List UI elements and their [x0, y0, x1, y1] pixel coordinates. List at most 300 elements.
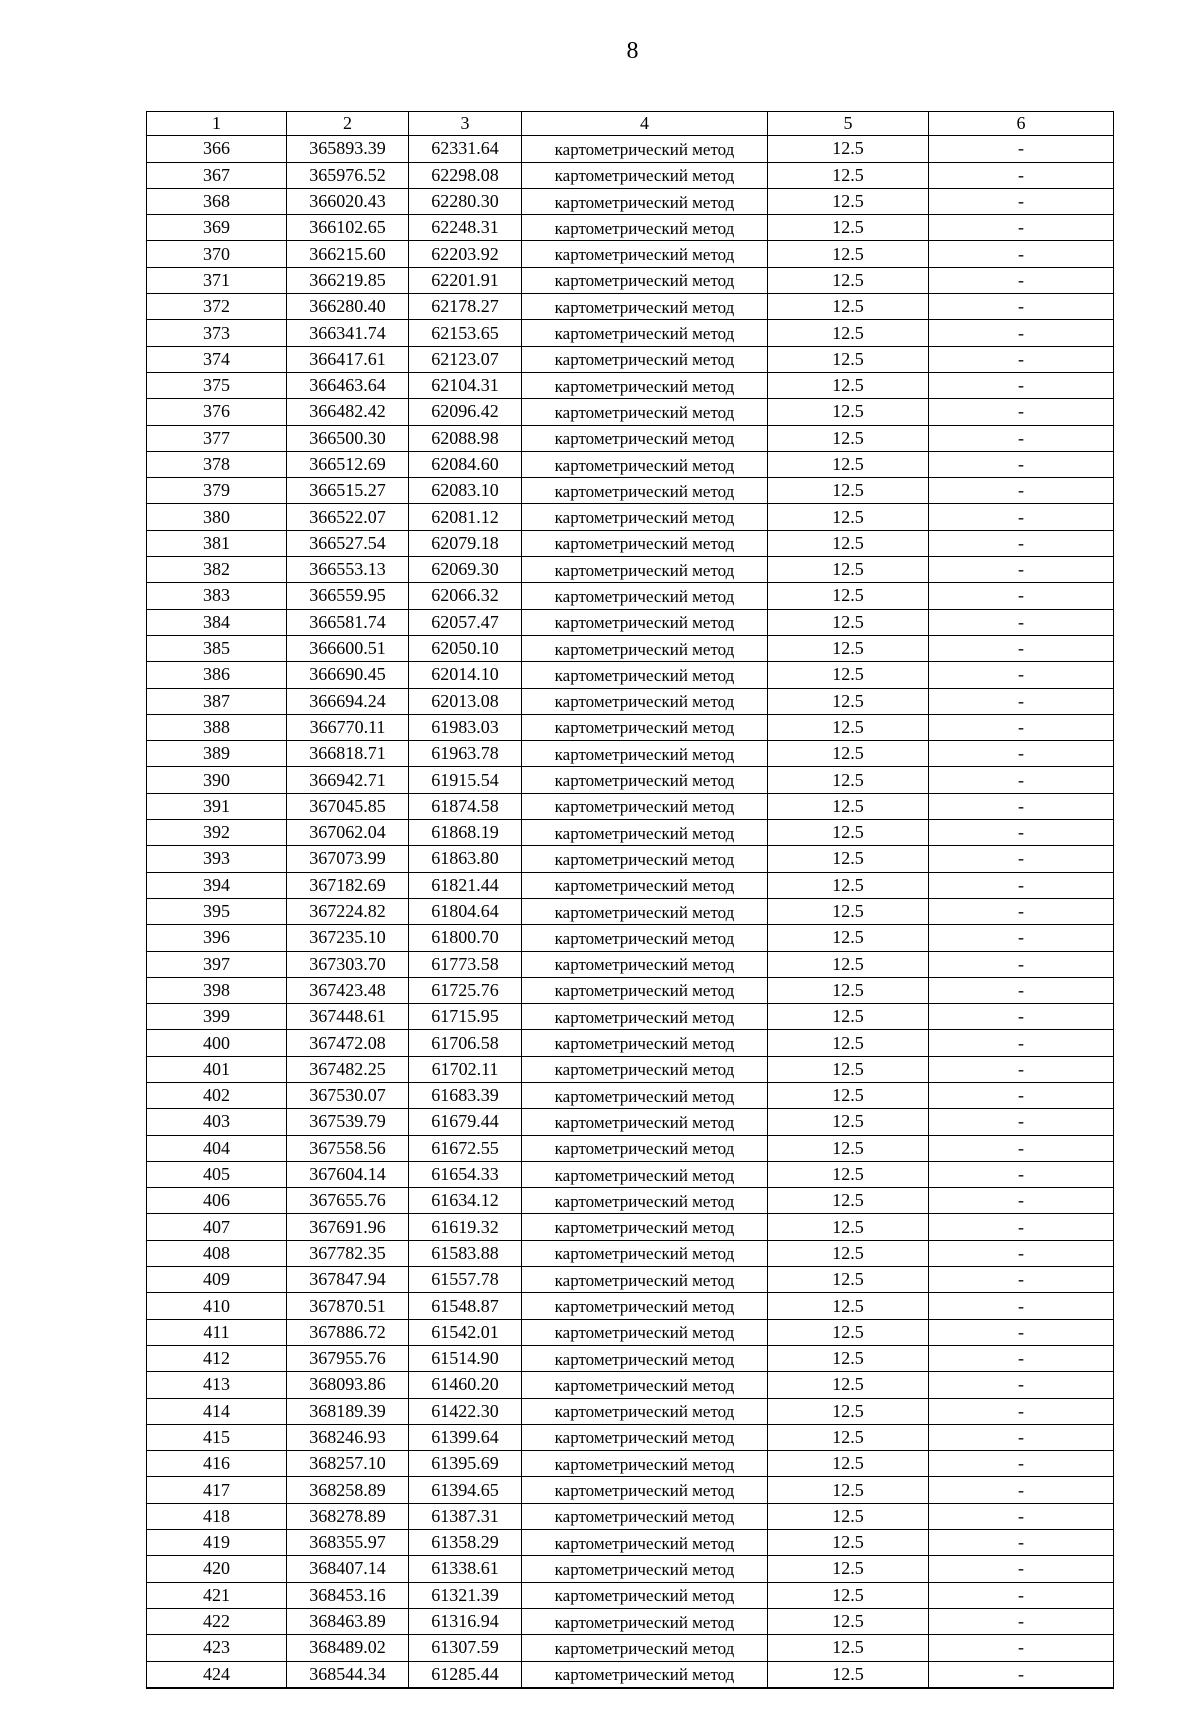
- point-number-cell: 413: [147, 1372, 287, 1398]
- note-cell: -: [929, 425, 1114, 451]
- y-coordinate-cell: 61548.87: [409, 1293, 522, 1319]
- column-header: 3: [409, 112, 522, 136]
- table-row: [147, 1608, 1114, 1634]
- accuracy-cell: 12.5: [768, 583, 929, 609]
- y-coordinate-cell: 61915.54: [409, 767, 522, 793]
- y-coordinate-cell: 62079.18: [409, 530, 522, 556]
- note-cell: -: [929, 478, 1114, 504]
- accuracy-cell: 12.5: [768, 925, 929, 951]
- y-coordinate-cell: 61725.76: [409, 977, 522, 1003]
- note-cell: -: [929, 1082, 1114, 1108]
- method-cell: картометрический метод: [522, 820, 768, 846]
- table-row: [147, 925, 1114, 951]
- y-coordinate-cell: 61338.61: [409, 1556, 522, 1582]
- y-coordinate-cell: 62083.10: [409, 478, 522, 504]
- table-row: [147, 898, 1114, 924]
- note-cell: -: [929, 557, 1114, 583]
- column-header: 2: [287, 112, 409, 136]
- table-row: [147, 530, 1114, 556]
- table-row: [147, 557, 1114, 583]
- note-cell: -: [929, 451, 1114, 477]
- table-row: [147, 162, 1114, 188]
- method-cell: картометрический метод: [522, 1293, 768, 1319]
- method-cell: картометрический метод: [522, 188, 768, 214]
- accuracy-cell: 12.5: [768, 898, 929, 924]
- table-row: [147, 1319, 1114, 1345]
- method-cell: картометрический метод: [522, 662, 768, 688]
- point-number-cell: 370: [147, 241, 287, 267]
- x-coordinate-cell: 366818.71: [287, 741, 409, 767]
- point-number-cell: 416: [147, 1451, 287, 1477]
- accuracy-cell: 12.5: [768, 1477, 929, 1503]
- accuracy-cell: 12.5: [768, 478, 929, 504]
- method-cell: картометрический метод: [522, 1530, 768, 1556]
- y-coordinate-cell: 61679.44: [409, 1109, 522, 1135]
- table-row: [147, 1582, 1114, 1608]
- method-cell: картометрический метод: [522, 215, 768, 241]
- table-row: [147, 1004, 1114, 1030]
- y-coordinate-cell: 61316.94: [409, 1608, 522, 1634]
- table-body: [147, 136, 1114, 1688]
- point-number-cell: 412: [147, 1345, 287, 1371]
- y-coordinate-cell: 61307.59: [409, 1635, 522, 1661]
- method-cell: картометрический метод: [522, 425, 768, 451]
- accuracy-cell: 12.5: [768, 372, 929, 398]
- x-coordinate-cell: 367782.35: [287, 1240, 409, 1266]
- x-coordinate-cell: 367539.79: [287, 1109, 409, 1135]
- accuracy-cell: 12.5: [768, 1503, 929, 1529]
- note-cell: -: [929, 136, 1114, 162]
- y-coordinate-cell: 62153.65: [409, 320, 522, 346]
- note-cell: -: [929, 609, 1114, 635]
- method-cell: картометрический метод: [522, 1082, 768, 1108]
- table-header-row: [147, 112, 1114, 136]
- x-coordinate-cell: 366942.71: [287, 767, 409, 793]
- accuracy-cell: 12.5: [768, 846, 929, 872]
- note-cell: -: [929, 1451, 1114, 1477]
- y-coordinate-cell: 61874.58: [409, 793, 522, 819]
- table-row: [147, 1477, 1114, 1503]
- method-cell: картометрический метод: [522, 898, 768, 924]
- table-row: [147, 294, 1114, 320]
- table-row: [147, 1293, 1114, 1319]
- point-number-cell: 399: [147, 1004, 287, 1030]
- x-coordinate-cell: 367655.76: [287, 1188, 409, 1214]
- table-row: [147, 583, 1114, 609]
- method-cell: картометрический метод: [522, 1424, 768, 1450]
- table-row: [147, 1503, 1114, 1529]
- point-number-cell: 393: [147, 846, 287, 872]
- point-number-cell: 388: [147, 714, 287, 740]
- y-coordinate-cell: 61821.44: [409, 872, 522, 898]
- point-number-cell: 394: [147, 872, 287, 898]
- accuracy-cell: 12.5: [768, 820, 929, 846]
- point-number-cell: 377: [147, 425, 287, 451]
- method-cell: картометрический метод: [522, 1451, 768, 1477]
- point-number-cell: 379: [147, 478, 287, 504]
- accuracy-cell: 12.5: [768, 1424, 929, 1450]
- note-cell: -: [929, 1530, 1114, 1556]
- accuracy-cell: 12.5: [768, 1398, 929, 1424]
- method-cell: картометрический метод: [522, 136, 768, 162]
- point-number-cell: 389: [147, 741, 287, 767]
- accuracy-cell: 12.5: [768, 320, 929, 346]
- note-cell: -: [929, 1608, 1114, 1634]
- method-cell: картометрический метод: [522, 1477, 768, 1503]
- table-row: [147, 1424, 1114, 1450]
- y-coordinate-cell: 61706.58: [409, 1030, 522, 1056]
- x-coordinate-cell: 366600.51: [287, 635, 409, 661]
- method-cell: картометрический метод: [522, 793, 768, 819]
- method-cell: картометрический метод: [522, 741, 768, 767]
- column-header: 5: [768, 112, 929, 136]
- note-cell: -: [929, 635, 1114, 661]
- y-coordinate-cell: 62066.32: [409, 583, 522, 609]
- accuracy-cell: 12.5: [768, 1056, 929, 1082]
- x-coordinate-cell: 367604.14: [287, 1161, 409, 1187]
- accuracy-cell: 12.5: [768, 1582, 929, 1608]
- y-coordinate-cell: 62298.08: [409, 162, 522, 188]
- y-coordinate-cell: 62050.10: [409, 635, 522, 661]
- note-cell: -: [929, 872, 1114, 898]
- x-coordinate-cell: 366512.69: [287, 451, 409, 477]
- x-coordinate-cell: 365893.39: [287, 136, 409, 162]
- x-coordinate-cell: 368093.86: [287, 1372, 409, 1398]
- point-number-cell: 383: [147, 583, 287, 609]
- note-cell: -: [929, 1424, 1114, 1450]
- y-coordinate-cell: 62104.31: [409, 372, 522, 398]
- point-number-cell: 390: [147, 767, 287, 793]
- accuracy-cell: 12.5: [768, 1004, 929, 1030]
- table-row: [147, 741, 1114, 767]
- y-coordinate-cell: 61654.33: [409, 1161, 522, 1187]
- x-coordinate-cell: 367045.85: [287, 793, 409, 819]
- table-row: [147, 609, 1114, 635]
- note-cell: -: [929, 1056, 1114, 1082]
- note-cell: -: [929, 1556, 1114, 1582]
- note-cell: -: [929, 188, 1114, 214]
- note-cell: -: [929, 267, 1114, 293]
- method-cell: картометрический метод: [522, 1135, 768, 1161]
- point-number-cell: 375: [147, 372, 287, 398]
- x-coordinate-cell: 368258.89: [287, 1477, 409, 1503]
- y-coordinate-cell: 62084.60: [409, 451, 522, 477]
- table-row: [147, 320, 1114, 346]
- y-coordinate-cell: 62081.12: [409, 504, 522, 530]
- table-row: [147, 346, 1114, 372]
- y-coordinate-cell: 62280.30: [409, 188, 522, 214]
- method-cell: картометрический метод: [522, 294, 768, 320]
- note-cell: -: [929, 846, 1114, 872]
- note-cell: -: [929, 1109, 1114, 1135]
- point-number-cell: 400: [147, 1030, 287, 1056]
- accuracy-cell: 12.5: [768, 793, 929, 819]
- note-cell: -: [929, 162, 1114, 188]
- accuracy-cell: 12.5: [768, 294, 929, 320]
- table-row: [147, 793, 1114, 819]
- x-coordinate-cell: 367558.56: [287, 1135, 409, 1161]
- table-row: [147, 688, 1114, 714]
- y-coordinate-cell: 62203.92: [409, 241, 522, 267]
- x-coordinate-cell: 367870.51: [287, 1293, 409, 1319]
- accuracy-cell: 12.5: [768, 162, 929, 188]
- method-cell: картометрический метод: [522, 346, 768, 372]
- x-coordinate-cell: 366102.65: [287, 215, 409, 241]
- method-cell: картометрический метод: [522, 951, 768, 977]
- note-cell: -: [929, 241, 1114, 267]
- point-number-cell: 403: [147, 1109, 287, 1135]
- column-header: 4: [522, 112, 768, 136]
- note-cell: -: [929, 1477, 1114, 1503]
- y-coordinate-cell: 61460.20: [409, 1372, 522, 1398]
- x-coordinate-cell: 367448.61: [287, 1004, 409, 1030]
- point-number-cell: 386: [147, 662, 287, 688]
- accuracy-cell: 12.5: [768, 1635, 929, 1661]
- note-cell: -: [929, 1004, 1114, 1030]
- table-row: [147, 1161, 1114, 1187]
- method-cell: картометрический метод: [522, 688, 768, 714]
- table-row: [147, 1135, 1114, 1161]
- accuracy-cell: 12.5: [768, 1319, 929, 1345]
- x-coordinate-cell: 367062.04: [287, 820, 409, 846]
- point-number-cell: 406: [147, 1188, 287, 1214]
- x-coordinate-cell: 367073.99: [287, 846, 409, 872]
- point-number-cell: 380: [147, 504, 287, 530]
- method-cell: картометрический метод: [522, 1661, 768, 1688]
- point-number-cell: 405: [147, 1161, 287, 1187]
- point-number-cell: 371: [147, 267, 287, 293]
- method-cell: картометрический метод: [522, 1608, 768, 1634]
- note-cell: -: [929, 1319, 1114, 1345]
- method-cell: картометрический метод: [522, 714, 768, 740]
- accuracy-cell: 12.5: [768, 1135, 929, 1161]
- y-coordinate-cell: 61394.65: [409, 1477, 522, 1503]
- x-coordinate-cell: 367423.48: [287, 977, 409, 1003]
- y-coordinate-cell: 61619.32: [409, 1214, 522, 1240]
- point-number-cell: 397: [147, 951, 287, 977]
- table-row: [147, 1372, 1114, 1398]
- note-cell: -: [929, 714, 1114, 740]
- x-coordinate-cell: 367530.07: [287, 1082, 409, 1108]
- accuracy-cell: 12.5: [768, 1161, 929, 1187]
- point-number-cell: 372: [147, 294, 287, 320]
- note-cell: -: [929, 215, 1114, 241]
- x-coordinate-cell: 366215.60: [287, 241, 409, 267]
- accuracy-cell: 12.5: [768, 1556, 929, 1582]
- y-coordinate-cell: 62331.64: [409, 136, 522, 162]
- accuracy-cell: 12.5: [768, 662, 929, 688]
- table-row: [147, 846, 1114, 872]
- method-cell: картометрический метод: [522, 583, 768, 609]
- accuracy-cell: 12.5: [768, 1240, 929, 1266]
- point-number-cell: 421: [147, 1582, 287, 1608]
- y-coordinate-cell: 62057.47: [409, 609, 522, 635]
- y-coordinate-cell: 61672.55: [409, 1135, 522, 1161]
- point-number-cell: 382: [147, 557, 287, 583]
- point-number-cell: 384: [147, 609, 287, 635]
- accuracy-cell: 12.5: [768, 977, 929, 1003]
- note-cell: -: [929, 977, 1114, 1003]
- accuracy-cell: 12.5: [768, 1188, 929, 1214]
- note-cell: -: [929, 662, 1114, 688]
- x-coordinate-cell: 367847.94: [287, 1267, 409, 1293]
- x-coordinate-cell: 368407.14: [287, 1556, 409, 1582]
- table-row: [147, 635, 1114, 661]
- accuracy-cell: 12.5: [768, 188, 929, 214]
- method-cell: картометрический метод: [522, 767, 768, 793]
- point-number-cell: 424: [147, 1661, 287, 1688]
- x-coordinate-cell: 368246.93: [287, 1424, 409, 1450]
- column-header: 1: [147, 112, 287, 136]
- table-row: [147, 1398, 1114, 1424]
- accuracy-cell: 12.5: [768, 399, 929, 425]
- x-coordinate-cell: 368453.16: [287, 1582, 409, 1608]
- point-number-cell: 396: [147, 925, 287, 951]
- table-row: [147, 478, 1114, 504]
- note-cell: -: [929, 1135, 1114, 1161]
- x-coordinate-cell: 366690.45: [287, 662, 409, 688]
- x-coordinate-cell: 367235.10: [287, 925, 409, 951]
- point-number-cell: 419: [147, 1530, 287, 1556]
- y-coordinate-cell: 62248.31: [409, 215, 522, 241]
- accuracy-cell: 12.5: [768, 1608, 929, 1634]
- y-coordinate-cell: 61963.78: [409, 741, 522, 767]
- accuracy-cell: 12.5: [768, 1451, 929, 1477]
- method-cell: картометрический метод: [522, 530, 768, 556]
- x-coordinate-cell: 368544.34: [287, 1661, 409, 1688]
- note-cell: -: [929, 1293, 1114, 1319]
- table-row: [147, 1345, 1114, 1371]
- table-row: [147, 1556, 1114, 1582]
- table-row: [147, 1082, 1114, 1108]
- accuracy-cell: 12.5: [768, 1661, 929, 1688]
- method-cell: картометрический метод: [522, 1556, 768, 1582]
- note-cell: -: [929, 1240, 1114, 1266]
- note-cell: -: [929, 898, 1114, 924]
- table-row: [147, 241, 1114, 267]
- method-cell: картометрический метод: [522, 1503, 768, 1529]
- note-cell: -: [929, 793, 1114, 819]
- x-coordinate-cell: 366417.61: [287, 346, 409, 372]
- point-number-cell: 398: [147, 977, 287, 1003]
- accuracy-cell: 12.5: [768, 557, 929, 583]
- table-row: [147, 267, 1114, 293]
- method-cell: картометрический метод: [522, 1004, 768, 1030]
- point-number-cell: 418: [147, 1503, 287, 1529]
- x-coordinate-cell: 367182.69: [287, 872, 409, 898]
- method-cell: картометрический метод: [522, 1240, 768, 1266]
- accuracy-cell: 12.5: [768, 1293, 929, 1319]
- y-coordinate-cell: 62201.91: [409, 267, 522, 293]
- accuracy-cell: 12.5: [768, 1109, 929, 1135]
- table-row: [147, 1530, 1114, 1556]
- note-cell: -: [929, 1030, 1114, 1056]
- table-row: [147, 951, 1114, 977]
- accuracy-cell: 12.5: [768, 714, 929, 740]
- point-number-cell: 368: [147, 188, 287, 214]
- note-cell: -: [929, 1188, 1114, 1214]
- method-cell: картометрический метод: [522, 399, 768, 425]
- coordinates-table: [146, 111, 1114, 1689]
- y-coordinate-cell: 61422.30: [409, 1398, 522, 1424]
- x-coordinate-cell: 368489.02: [287, 1635, 409, 1661]
- point-number-cell: 414: [147, 1398, 287, 1424]
- x-coordinate-cell: 366341.74: [287, 320, 409, 346]
- x-coordinate-cell: 367472.08: [287, 1030, 409, 1056]
- accuracy-cell: 12.5: [768, 1082, 929, 1108]
- note-cell: -: [929, 320, 1114, 346]
- note-cell: -: [929, 1372, 1114, 1398]
- note-cell: -: [929, 925, 1114, 951]
- x-coordinate-cell: 366463.64: [287, 372, 409, 398]
- method-cell: картометрический метод: [522, 1398, 768, 1424]
- accuracy-cell: 12.5: [768, 1530, 929, 1556]
- y-coordinate-cell: 61358.29: [409, 1530, 522, 1556]
- note-cell: -: [929, 1267, 1114, 1293]
- note-cell: -: [929, 504, 1114, 530]
- note-cell: -: [929, 1345, 1114, 1371]
- y-coordinate-cell: 62014.10: [409, 662, 522, 688]
- x-coordinate-cell: 368278.89: [287, 1503, 409, 1529]
- y-coordinate-cell: 61387.31: [409, 1503, 522, 1529]
- point-number-cell: 402: [147, 1082, 287, 1108]
- y-coordinate-cell: 61399.64: [409, 1424, 522, 1450]
- point-number-cell: 417: [147, 1477, 287, 1503]
- y-coordinate-cell: 61557.78: [409, 1267, 522, 1293]
- accuracy-cell: 12.5: [768, 425, 929, 451]
- accuracy-cell: 12.5: [768, 136, 929, 162]
- table-row: [147, 188, 1114, 214]
- method-cell: картометрический метод: [522, 1030, 768, 1056]
- point-number-cell: 367: [147, 162, 287, 188]
- table-row: [147, 1109, 1114, 1135]
- x-coordinate-cell: 366553.13: [287, 557, 409, 583]
- method-cell: картометрический метод: [522, 1372, 768, 1398]
- x-coordinate-cell: 366020.43: [287, 188, 409, 214]
- y-coordinate-cell: 61868.19: [409, 820, 522, 846]
- y-coordinate-cell: 62088.98: [409, 425, 522, 451]
- y-coordinate-cell: 61542.01: [409, 1319, 522, 1345]
- table-row: [147, 504, 1114, 530]
- x-coordinate-cell: 366219.85: [287, 267, 409, 293]
- accuracy-cell: 12.5: [768, 241, 929, 267]
- note-cell: -: [929, 1635, 1114, 1661]
- y-coordinate-cell: 61321.39: [409, 1582, 522, 1608]
- method-cell: картометрический метод: [522, 372, 768, 398]
- point-number-cell: 395: [147, 898, 287, 924]
- method-cell: картометрический метод: [522, 1214, 768, 1240]
- y-coordinate-cell: 62123.07: [409, 346, 522, 372]
- x-coordinate-cell: 367482.25: [287, 1056, 409, 1082]
- table-row: [147, 1635, 1114, 1661]
- table-row: [147, 425, 1114, 451]
- method-cell: картометрический метод: [522, 609, 768, 635]
- note-cell: -: [929, 1661, 1114, 1688]
- table-row: [147, 872, 1114, 898]
- accuracy-cell: 12.5: [768, 1214, 929, 1240]
- method-cell: картометрический метод: [522, 1056, 768, 1082]
- method-cell: картометрический метод: [522, 1582, 768, 1608]
- point-number-cell: 392: [147, 820, 287, 846]
- table-row: [147, 662, 1114, 688]
- y-coordinate-cell: 61800.70: [409, 925, 522, 951]
- x-coordinate-cell: 366694.24: [287, 688, 409, 714]
- point-number-cell: 420: [147, 1556, 287, 1582]
- point-number-cell: 373: [147, 320, 287, 346]
- x-coordinate-cell: 367224.82: [287, 898, 409, 924]
- accuracy-cell: 12.5: [768, 215, 929, 241]
- point-number-cell: 401: [147, 1056, 287, 1082]
